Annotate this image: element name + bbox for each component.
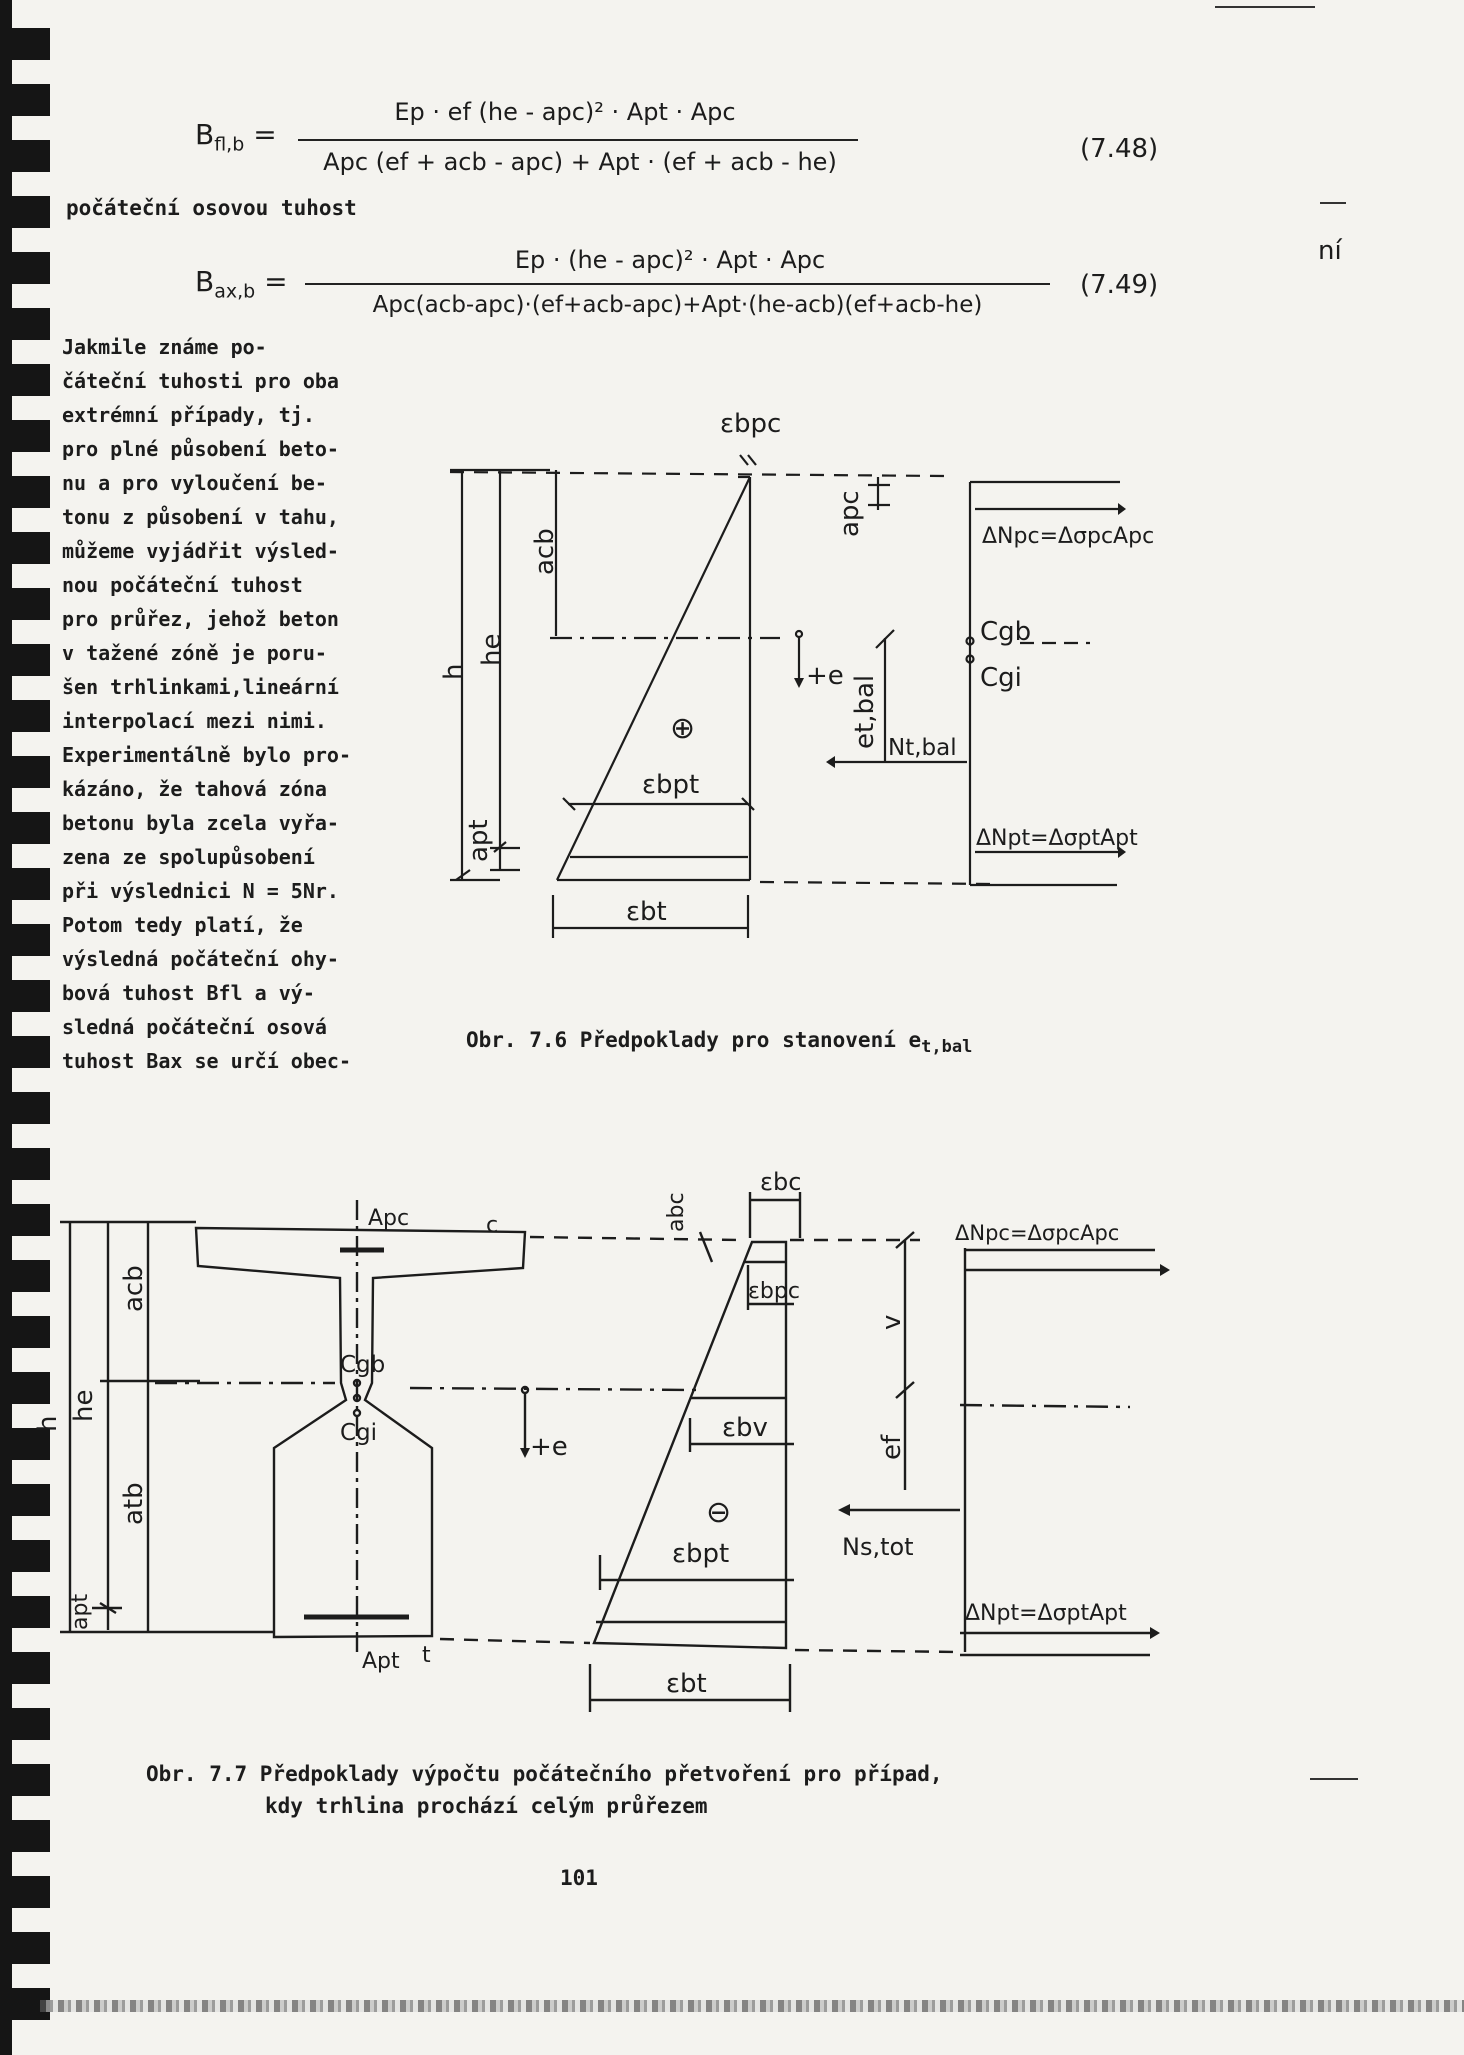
right-margin-dash xyxy=(1320,202,1346,204)
bottom-scan-edge xyxy=(40,2000,1464,2012)
binding-tab xyxy=(0,980,50,1012)
binding-tab xyxy=(0,308,50,340)
fig76-cgb: Cgb xyxy=(980,617,1032,647)
side-text-line: bová tuhost Bfl a vý- xyxy=(62,981,315,1005)
side-text-line: tonu z působení v tahu, xyxy=(62,505,339,529)
eq748-fraction-bar xyxy=(298,139,858,141)
binding-tab xyxy=(0,420,50,452)
binding-tab xyxy=(0,84,50,116)
eq748-lhs: B xyxy=(195,118,215,151)
fig77-nstot: Ns,tot xyxy=(842,1533,914,1561)
figure-7-7 xyxy=(33,1160,1250,1720)
binding-tab xyxy=(0,1540,50,1572)
side-text-line: pro průřez, jehož beton xyxy=(62,607,339,631)
binding-tab xyxy=(0,644,50,676)
fig77-eps-bpc: εbpc xyxy=(748,1279,800,1304)
binding-tab xyxy=(0,196,50,228)
fig77-caption-line2: kdy trhlina prochází celým průřezem xyxy=(265,1794,708,1818)
binding-tab xyxy=(0,1092,50,1124)
fig77-caption-line1: Obr. 7.7 Předpoklady výpočtu počátečního přetvoření pro případ, xyxy=(146,1762,943,1786)
fig76-cgi: Cgi xyxy=(980,663,1022,693)
binding-tab xyxy=(0,1260,50,1292)
fig76-dNpc: ΔNpc=ΔσpcApc xyxy=(982,524,1155,549)
binding-tab xyxy=(0,252,50,284)
eq749-lhs-sub: ax,b xyxy=(214,280,256,303)
side-text-line: zena ze spolupůsobení xyxy=(62,845,315,869)
fig76-caption-sub: t,bal xyxy=(921,1037,973,1058)
eq748-numerator: Ep · ef (he - apc)² · Apt · Apc xyxy=(394,98,736,126)
fig77-eps-bpt: εbpt xyxy=(672,1539,730,1569)
fig77-apt-dim: apt xyxy=(68,1593,93,1630)
fig77-caption xyxy=(146,1758,943,1822)
binding-tab xyxy=(0,588,50,620)
side-text-line: kázáno, že tahová zóna xyxy=(62,777,327,801)
binding-tab xyxy=(0,1652,50,1684)
binding-tab xyxy=(0,1372,50,1404)
side-text-line: šen trhlinkami,lineární xyxy=(62,675,339,699)
fig77-dNpc: ΔNpc=ΔσpcApc xyxy=(955,1221,1120,1245)
fig76-ntbal: Nt,bal xyxy=(888,735,957,761)
side-text-line: nou počáteční tuhost xyxy=(62,573,303,597)
fig77-atb: atb xyxy=(119,1482,149,1525)
binding-tab xyxy=(0,1820,50,1852)
side-text-line: při výslednici N = 5Nr. xyxy=(62,879,339,903)
fig77-abc: abc xyxy=(664,1192,689,1232)
eq749-numerator: Ep · (he - apc)² · Apt · Apc xyxy=(514,246,826,274)
page-number: 101 xyxy=(560,1866,598,1890)
binding-tab xyxy=(0,1596,50,1628)
side-text-line: výsledná počáteční ohy- xyxy=(62,947,339,971)
fig76-h: h xyxy=(439,663,469,680)
fig77-c: c xyxy=(486,1213,499,1238)
side-text-line: pro plné působení beto- xyxy=(62,437,339,461)
binding-tab xyxy=(0,532,50,564)
binding-tab xyxy=(0,1764,50,1796)
fig76-e-tbal: et,bal xyxy=(850,674,880,749)
binding-tab xyxy=(0,476,50,508)
binding-tab xyxy=(0,1036,50,1068)
side-text-line: čáteční tuhosti pro oba xyxy=(62,369,339,393)
fig76-eps-bpc: εbpc xyxy=(720,409,782,439)
fig76-caption xyxy=(466,1028,972,1057)
fig76-apc: apc xyxy=(835,490,865,537)
side-text-line: interpolací mezi nimi. xyxy=(62,709,327,733)
fig77-he: he xyxy=(69,1389,99,1422)
binding-tab xyxy=(0,1204,50,1236)
fig77-t: t xyxy=(422,1643,431,1668)
fig77-acb: acb xyxy=(119,1265,149,1312)
side-text-column xyxy=(62,330,362,1078)
margin-fragment: ní xyxy=(1318,236,1342,266)
side-text-line: sledná počáteční osová xyxy=(62,1015,327,1039)
side-text-line: nu a pro vyloučení be- xyxy=(62,471,327,495)
fig77-apt: Apt xyxy=(362,1649,400,1674)
eq748-lhs-sub: fl,b xyxy=(214,133,245,156)
binding-tab xyxy=(0,756,50,788)
fig77-minus-zone: ⊖ xyxy=(706,1495,732,1530)
fig76-plus-zone: ⊕ xyxy=(670,711,696,746)
eq748-denominator: Apc (ef + acb - apc) + Apt · (ef + acb - he) xyxy=(323,148,837,176)
fig76-apt: apt xyxy=(464,819,494,862)
fig76-eps-bt: εbt xyxy=(626,897,667,927)
side-text-line: Experimentálně bylo pro- xyxy=(62,743,351,767)
binding-tab xyxy=(0,1876,50,1908)
fig77-eps-bv: εbv xyxy=(722,1413,768,1443)
fig76-he: he xyxy=(477,633,507,666)
side-text-line: extrémní případy, tj. xyxy=(62,403,315,427)
eq749-number: (7.49) xyxy=(1080,270,1159,300)
side-text-line: tuhost Bax se určí obec- xyxy=(62,1049,351,1073)
fig77-eps-bc: εbc xyxy=(760,1168,802,1196)
binding-tab xyxy=(0,1316,50,1348)
fig76-dNpt: ΔNpt=ΔσptApt xyxy=(976,826,1138,851)
fig76-acb: acb xyxy=(530,528,560,575)
binding-tab xyxy=(0,924,50,956)
side-text-line: v tažené zóně je poru- xyxy=(62,641,327,665)
binding-tab xyxy=(0,1708,50,1740)
intro-line: počáteční osovou tuhost xyxy=(66,196,357,220)
fig77-plus-e: +e xyxy=(530,1432,568,1462)
side-text-line: Potom tedy platí, že xyxy=(62,913,303,937)
fig77-ef: ef xyxy=(877,1434,907,1460)
binding-tab xyxy=(0,364,50,396)
eq749-denominator: Apc(acb-apc)·(ef+acb-apc)+Apt·(he-acb)(ef+acb-he) xyxy=(372,292,983,318)
side-text-line: Jakmile známe po- xyxy=(62,335,267,359)
fig77-eps-bt: εbt xyxy=(666,1669,707,1699)
eq748-number: (7.48) xyxy=(1080,134,1159,164)
fig77-cgi: Cgi xyxy=(340,1420,378,1446)
binding-tab xyxy=(0,140,50,172)
binding-tab xyxy=(0,812,50,844)
fig76-plus-e: +e xyxy=(806,661,844,691)
fig77-v: v xyxy=(877,1314,907,1330)
binding-tab xyxy=(0,1148,50,1180)
top-rule xyxy=(1215,6,1315,8)
side-text-line: můžeme vyjádřit výsled- xyxy=(62,539,339,563)
binding-tab xyxy=(0,700,50,732)
fig76-caption-text: Obr. 7.6 Předpoklady pro stanovení e xyxy=(466,1028,922,1052)
binding-tab xyxy=(0,1484,50,1516)
fig76-eps-bpt: εbpt xyxy=(642,770,700,800)
figure-7-6 xyxy=(420,400,1220,960)
binding-tab xyxy=(0,1932,50,1964)
fig77-h: h xyxy=(33,1415,63,1432)
eq749-lhs: B xyxy=(195,265,215,298)
binding-tab xyxy=(0,28,50,60)
fig77-apc: Apc xyxy=(368,1206,410,1231)
fig77-dNpt: ΔNpt=ΔσptApt xyxy=(965,1601,1127,1626)
binding-tab xyxy=(0,868,50,900)
eq749-fraction-bar xyxy=(305,283,1050,285)
side-text-line: betonu byla zcela vyřa- xyxy=(62,811,339,835)
right-margin-dash-2 xyxy=(1310,1778,1358,1780)
fig77-cgb: Cgb xyxy=(340,1352,386,1378)
spiral-binding xyxy=(0,0,58,2055)
